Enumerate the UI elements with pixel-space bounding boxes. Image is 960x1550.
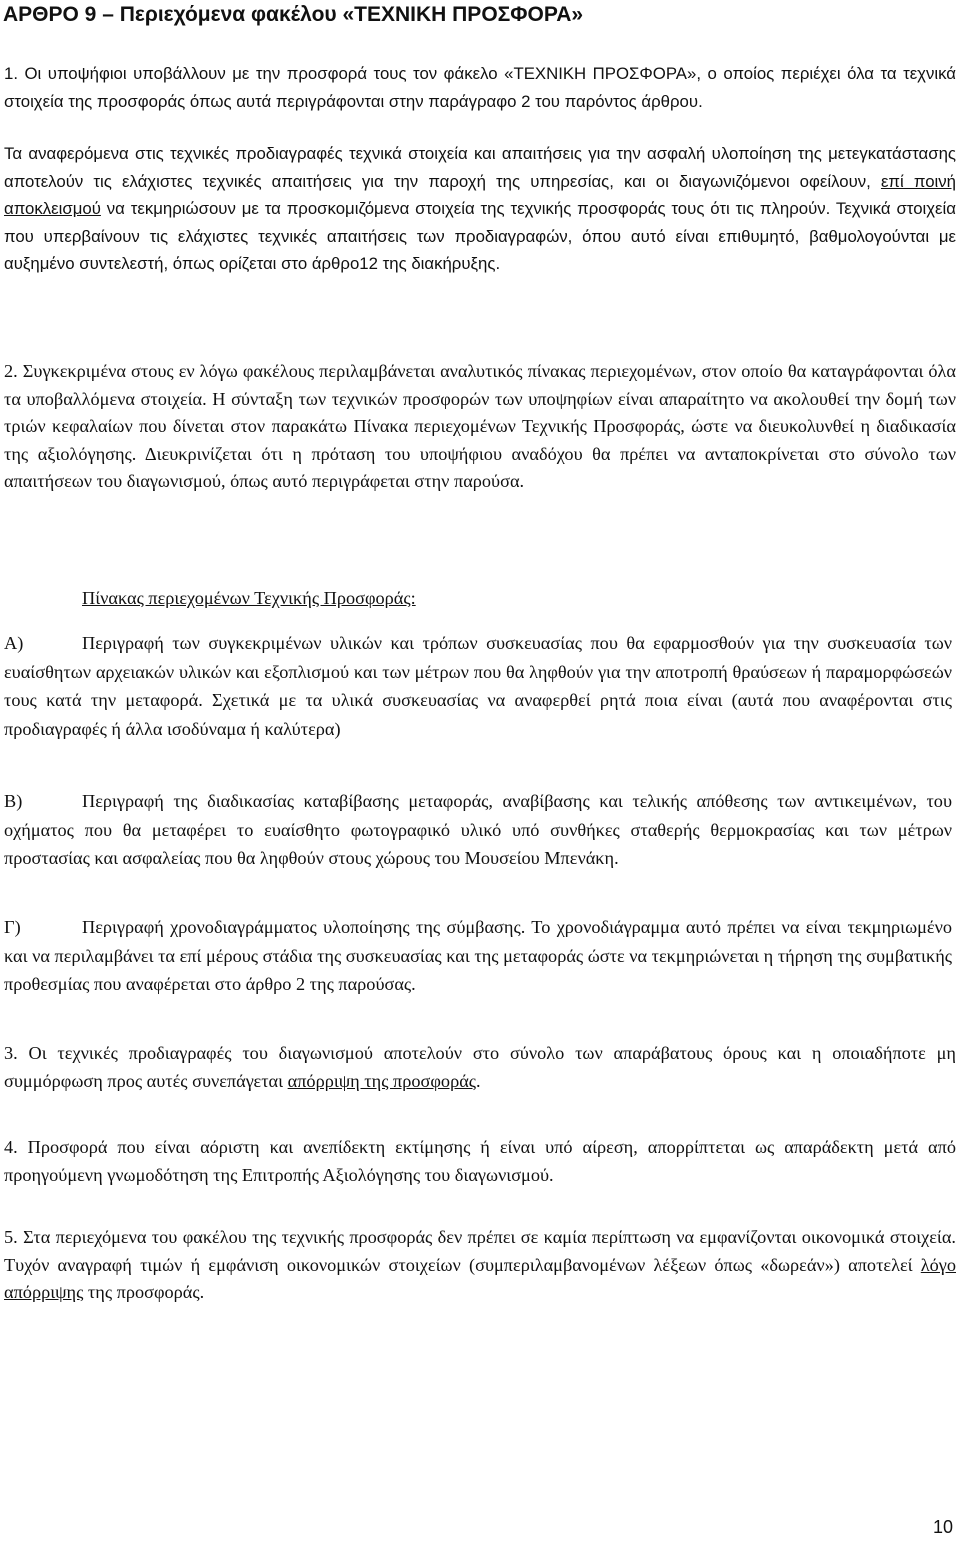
item-text: Περιγραφή της διαδικασίας καταβίβασης μεταφοράς, αναβίβασης και τελικής απόθεσης των αντικειμένων, του οχήματος που θα μεταφέρει το ευαίσθητο φωτογραφικό υλικό υπό συνθήκες σταθερής θερμοκρασίας και των μέτρων προστασίας και ασφαλείας που θα ληφθούν στους χώρους του Μουσείου Μπενάκη. — [4, 791, 952, 868]
item-label: Γ) — [4, 917, 21, 937]
underlined-phrase: λόγο απόρριψης — [4, 1254, 956, 1302]
paragraph-4: 4. Προσφορά που είναι αόριστη και ανεπίδεκτη εκτίμησης ή είναι υπό αίρεση, απορρίπτεται ως απαράδεκτη μετά από προηγούμενη γνωμοδότηση της Επιτροπής Αξιολόγησης του διαγωνισμού. — [4, 1137, 956, 1185]
paragraph-technical-requirements — [4, 140, 956, 278]
paragraph-text: της προσφοράς. — [83, 1282, 205, 1302]
table-of-contents-heading: Πίνακας περιεχομένων Τεχνικής Προσφοράς: — [82, 588, 416, 608]
paragraph-text: να τεκμηριώσουν με τα προσκομιζόμενα στοιχεία της τεχνικής προσφοράς τους ότι τις πληρούν. — [100, 199, 836, 218]
item-text: Περιγραφή χρονοδιαγράμματος υλοποίησης της σύμβασης. Το χρονοδιάγραμμα αυτό πρέπει να είναι τεκμηριωμένο και να περιλαμβάνει τα επί μέρους στάδια της συσκευασίας και της μεταφοράς ώστε να τεκμηριώνεται η τήρηση της συμβατικής προθεσμίας που αναφέρεται στο άρθρο 2 της παρούσας. — [4, 917, 952, 994]
paragraph-1: 1. Οι υποψήφιοι υποβάλλουν με την προσφορά τους τον φάκελο «ΤΕΧΝΙΚΗ ΠΡΟΣΦΟΡΑ», ο οποίος περιέχει όλα τα τεχνικά στοιχεία της προσφοράς όπως αυτά περιγράφονται στην παράγραφο 2 του παρόντος άρθρου. — [4, 64, 956, 111]
paragraph-text: Τα αναφερόμενα στις τεχνικές προδιαγραφές τεχνικά στοιχεία και απαιτήσεις για την ασφαλή υλοποίηση της μετεγκατάστασης αποτελούν τις ελάχιστες τεχνικές απαιτήσεις για την παροχή της υπηρεσίας, και οι διαγωνιζόμενοι οφείλουν, — [4, 144, 956, 191]
paragraph-text: . — [476, 1070, 481, 1091]
item-label: Β) — [4, 791, 23, 811]
contents-item-a — [4, 629, 952, 743]
paragraph-3 — [4, 1040, 956, 1095]
paragraph-5 — [4, 1224, 956, 1307]
item-text: Περιγραφή των συγκεκριμένων υλικών και τρόπων συσκευασίας που θα εφαρμοσθούν για την συσκευασία των ευαίσθητων αρχειακών υλικών και εξοπλισμού και των μέτρων που θα ληφθούν για την αποτροπή θραύσεων ή παραμορφώσεών τους κατά την μεταφορά. Σχετικά με τα υλικά συσκευασίας να αναφερθεί ρητά ποια είναι (αυτά που αναφέρονται στις προδιαγραφές ή άλλα ισοδύναμα ή καλύτερα) — [4, 633, 952, 739]
article-title: ΑΡΘΡΟ 9 – Περιεχόμενα φακέλου «ΤΕΧΝΙΚΗ ΠΡΟΣΦΟΡΑ» — [3, 3, 584, 26]
underlined-phrase: επί ποινή αποκλεισμού — [4, 171, 956, 218]
paragraph-text: Τεχνικά στοιχεία που υπερβαίνουν τις ελάχιστες τεχνικές απαιτήσεις των προδιαγραφών, όπου αυτό είναι επιθυμητό, βαθμολογούνται με αυξημένο συντελεστή, όπως ορίζεται στο άρθρο12 της διακήρυξης. — [4, 199, 956, 273]
page-number: 10 — [932, 1517, 953, 1537]
paragraph-text: 5. Στα περιεχόμενα του φακέλου της τεχνικής προσφοράς δεν πρέπει σε καμία περίπτωση να εμφανίζονται οικονομικά στοιχεία. Τυχόν αναγραφή τιμών ή εμφάνιση οικονομικών στοιχείων (συμπεριλαμβανομένων λέξεων όπως «δωρεάν») αποτελεί — [4, 1227, 956, 1275]
underlined-phrase: απόρριψη της προσφοράς — [287, 1070, 477, 1091]
paragraph-text: 3. Οι τεχνικές προδιαγραφές του διαγωνισμού αποτελούν στο σύνολο των απαράβατους όρους και η οποιαδήποτε μη συμμόρφωση προς αυτές συνεπάγεται — [4, 1043, 956, 1091]
paragraph-2: 2. Συγκεκριμένα στους εν λόγω φακέλους περιλαμβάνεται αναλυτικός πίνακας περιεχομένων, στον οποίο θα καταγράφονται όλα τα υποβαλλόμενα στοιχεία. Η σύνταξη των τεχνικών προσφορών των υποψηφίων είναι απαραίτητο να ακολουθεί την δομή των τριών κεφαλαίων που δίνεται στον παρακάτω Πίνακα περιεχομένων Τεχνικής Προσφοράς, ώστε να διευκολυνθεί η διαδικασία της αξιολόγησης. Διευκρινίζεται ότι η πρόταση του υποψήφιου αναδόχου θα πρέπει να ανταποκρίνεται στο σύνολο των απαιτήσεων του διαγωνισμού, όπως αυτό περιγράφεται στην παρούσα. — [4, 361, 956, 491]
contents-item-b — [4, 787, 952, 873]
item-label: Α) — [4, 633, 24, 653]
contents-item-g — [4, 913, 952, 999]
